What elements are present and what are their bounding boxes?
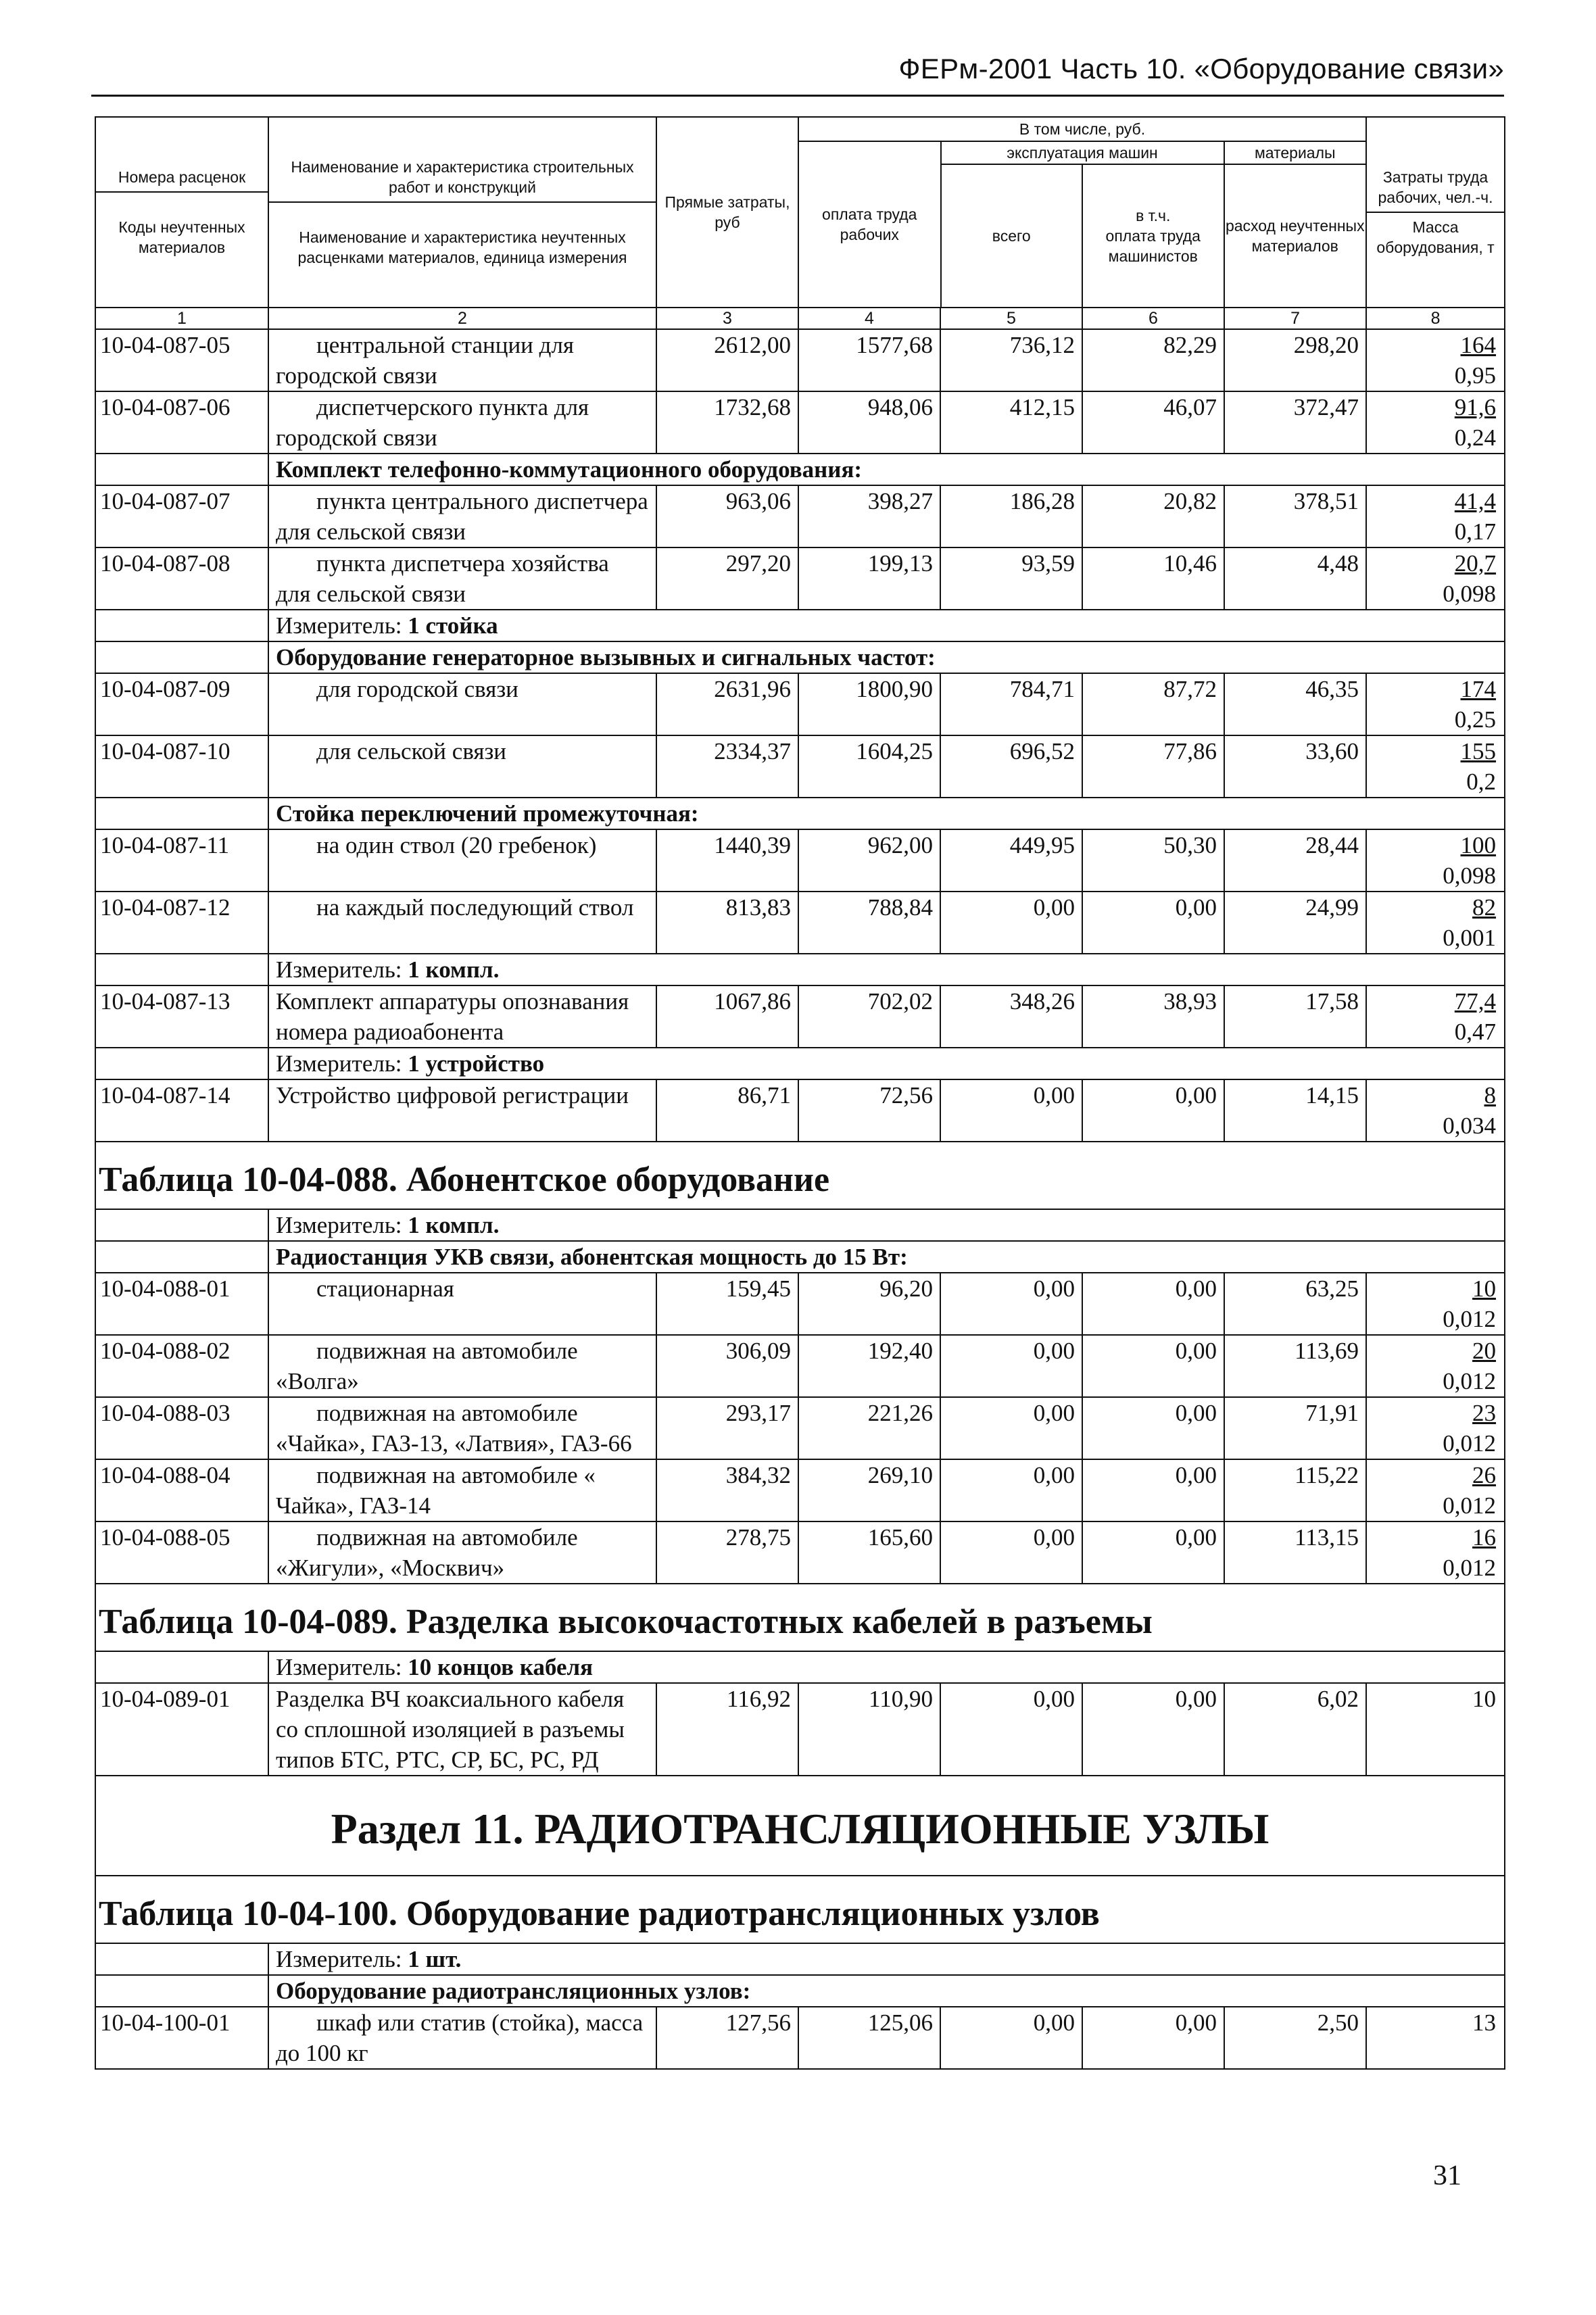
measure-row (95, 610, 1505, 641)
work-name (268, 985, 656, 1048)
machinist-cost: 0,00 (1082, 2007, 1224, 2069)
machinist-cost: 10,46 (1082, 547, 1224, 610)
mass-value: 0,2 (1466, 769, 1497, 795)
direct-cost: 278,75 (656, 1521, 798, 1584)
rate-code: 10-04-087-12 (95, 892, 268, 954)
materials-cost: 113,15 (1224, 1521, 1366, 1584)
group-heading: Радиостанция УКВ связи, абонентская мощность до 15 Вт: (268, 1241, 1505, 1273)
table-row (95, 892, 1505, 954)
work-name-text: Устройство цифровой регистрации (276, 1082, 629, 1108)
wages-cost: 948,06 (798, 391, 940, 454)
rate-code: 10-04-088-05 (95, 1521, 268, 1584)
machinist-cost: 0,00 (1082, 1273, 1224, 1335)
wages-cost: 962,00 (798, 829, 940, 892)
rate-code: 10-04-087-09 (95, 673, 268, 735)
machinist-cost: 0,00 (1082, 1521, 1224, 1584)
column-numbers-row (95, 308, 1505, 329)
section-title: Раздел 11. РАДИОТРАНСЛЯЦИОННЫЕ УЗЛЫ (95, 1776, 1505, 1876)
work-name (268, 735, 656, 798)
labor-value: 77,4 (1454, 988, 1497, 1015)
work-name-text: подвижная на автомобиле «Волга» (276, 1338, 578, 1394)
measure-spacer (95, 954, 268, 985)
labor-value: 8 (1484, 1082, 1497, 1108)
machinist-cost: 87,72 (1082, 673, 1224, 735)
group-row (95, 1241, 1505, 1273)
labor-value: 91,6 (1454, 394, 1497, 420)
materials-cost: 298,20 (1224, 329, 1366, 391)
measure-row (95, 1651, 1505, 1683)
labor-mass (1366, 892, 1505, 954)
work-name-text: подвижная на автомобиле «Жигули», «Москвич» (276, 1524, 578, 1581)
work-name (268, 485, 656, 547)
work-name (268, 1335, 656, 1397)
machinist-cost: 20,82 (1082, 485, 1224, 547)
work-name-text: диспетчерского пункта для городской связи (276, 394, 589, 451)
header-incl-title: В том числе, руб. (799, 118, 1365, 142)
measure-spacer (95, 1651, 268, 1683)
wages-cost: 96,20 (798, 1273, 940, 1335)
wages-cost: 165,60 (798, 1521, 940, 1584)
measure-row (95, 1943, 1505, 1975)
materials-cost: 4,48 (1224, 547, 1366, 610)
labor-value: 82 (1472, 894, 1497, 921)
labor-value: 16 (1472, 1524, 1497, 1551)
machinist-cost: 77,86 (1082, 735, 1224, 798)
table-title-row (95, 1584, 1505, 1651)
rate-code: 10-04-088-04 (95, 1459, 268, 1521)
machines-cost: 0,00 (940, 2007, 1082, 2069)
measure-value: 1 компл. (408, 956, 500, 983)
rates-table (95, 116, 1505, 2070)
direct-cost: 813,83 (656, 892, 798, 954)
work-name-text: подвижная на автомобиле «Чайка», ГАЗ-13, «Латвия», ГАЗ-66 (276, 1400, 632, 1457)
table-title-row (95, 1876, 1505, 1943)
work-name (268, 391, 656, 454)
rate-code: 10-04-087-10 (95, 735, 268, 798)
measure-spacer (95, 1943, 268, 1975)
table-row (95, 1459, 1505, 1521)
labor-mass (1366, 1273, 1505, 1335)
labor-value: 164 (1460, 332, 1497, 358)
table-body (95, 329, 1505, 2069)
labor-value: 26 (1472, 1462, 1497, 1488)
column-number: 4 (798, 308, 940, 329)
labor-mass (1366, 1397, 1505, 1459)
work-name-text: пункта центрального диспетчера для сельской связи (276, 488, 648, 545)
machines-cost: 0,00 (940, 1273, 1082, 1335)
measure-value: 1 устройство (408, 1050, 545, 1077)
measure-label: Измеритель: (276, 1654, 402, 1680)
mass-value: 0,098 (1443, 581, 1497, 607)
wages-cost: 788,84 (798, 892, 940, 954)
table-row (95, 1335, 1505, 1397)
direct-cost: 86,71 (656, 1079, 798, 1142)
labor-mass (1366, 1335, 1505, 1397)
column-number: 8 (1366, 308, 1505, 329)
machines-cost: 736,12 (940, 329, 1082, 391)
labor-mass (1366, 485, 1505, 547)
measure-spacer (95, 1048, 268, 1079)
rate-code: 10-04-087-13 (95, 985, 268, 1048)
table-title: Таблица 10-04-100. Оборудование радиотрансляционных узлов (95, 1876, 1505, 1943)
direct-cost: 127,56 (656, 2007, 798, 2069)
materials-cost: 33,60 (1224, 735, 1366, 798)
column-number: 7 (1224, 308, 1366, 329)
wages-cost: 398,27 (798, 485, 940, 547)
machines-cost: 0,00 (940, 1335, 1082, 1397)
header-code-top: Номера расценок (118, 168, 246, 186)
machinist-cost: 46,07 (1082, 391, 1224, 454)
work-name-text: Комплект аппаратуры опознавания номера радиоабонента (276, 988, 629, 1045)
wages-cost: 1604,25 (798, 735, 940, 798)
work-name (268, 829, 656, 892)
work-name (268, 547, 656, 610)
materials-cost: 63,25 (1224, 1273, 1366, 1335)
measure-cell (268, 610, 1505, 641)
rate-code: 10-04-100-01 (95, 2007, 268, 2069)
labor-value: 20,7 (1454, 550, 1497, 577)
group-spacer (95, 1975, 268, 2007)
direct-cost: 2612,00 (656, 329, 798, 391)
measure-spacer (95, 610, 268, 641)
work-name-text: стационарная (316, 1275, 454, 1302)
rate-code: 10-04-088-03 (95, 1397, 268, 1459)
labor-mass (1366, 391, 1505, 454)
measure-row (95, 954, 1505, 985)
table-row (95, 485, 1505, 547)
header-incl (798, 117, 1366, 308)
direct-cost: 963,06 (656, 485, 798, 547)
group-row (95, 641, 1505, 673)
machines-cost: 0,00 (940, 1459, 1082, 1521)
work-name (268, 1079, 656, 1142)
mass-value: 0,012 (1443, 1306, 1497, 1332)
machines-cost: 784,71 (940, 673, 1082, 735)
header-rule (91, 95, 1504, 97)
measure-cell (268, 954, 1505, 985)
machinist-cost: 0,00 (1082, 1397, 1224, 1459)
group-row (95, 454, 1505, 485)
table-row (95, 2007, 1505, 2069)
labor-mass (1366, 547, 1505, 610)
group-spacer (95, 798, 268, 829)
mass-value: 0,012 (1443, 1430, 1497, 1457)
materials-cost: 14,15 (1224, 1079, 1366, 1142)
column-number: 3 (656, 308, 798, 329)
labor-mass (1366, 829, 1505, 892)
rate-code: 10-04-088-02 (95, 1335, 268, 1397)
group-row (95, 1975, 1505, 2007)
labor-value: 174 (1460, 676, 1497, 702)
direct-cost: 1732,68 (656, 391, 798, 454)
measure-cell (268, 1048, 1505, 1079)
table-title: Таблица 10-04-089. Разделка высокочастотных кабелей в разъемы (95, 1584, 1505, 1651)
machines-cost: 0,00 (940, 1683, 1082, 1776)
wages-cost: 192,40 (798, 1335, 940, 1397)
header-name-bottom: Наименование и характеристика неучтенных расценками материалов, единица измерения (297, 228, 627, 266)
labor-mass (1366, 1683, 1505, 1776)
header-wages: оплата труда рабочих (799, 142, 942, 307)
table-row (95, 1273, 1505, 1335)
group-spacer (95, 454, 268, 485)
measure-row (95, 1048, 1505, 1079)
rate-code: 10-04-087-08 (95, 547, 268, 610)
labor-value: 155 (1460, 738, 1497, 764)
materials-cost: 2,50 (1224, 2007, 1366, 2069)
labor-value: 23 (1472, 1400, 1497, 1426)
materials-cost: 71,91 (1224, 1397, 1366, 1459)
mass-value: 0,24 (1454, 424, 1497, 451)
header-machinist-wages: оплата труда машинистов (1105, 227, 1201, 265)
wages-cost: 125,06 (798, 2007, 940, 2069)
header-name (268, 117, 656, 308)
work-name (268, 673, 656, 735)
measure-label: Измеритель: (276, 1212, 402, 1238)
measure-value: 1 компл. (408, 1212, 500, 1238)
mass-value: 0,47 (1454, 1019, 1497, 1045)
machines-cost: 0,00 (940, 1521, 1082, 1584)
machines-cost: 0,00 (940, 892, 1082, 954)
table-row (95, 1521, 1505, 1584)
running-header: ФЕРм-2001 Часть 10. «Оборудование связи» (898, 53, 1504, 84)
mass-value: 0,012 (1443, 1555, 1497, 1581)
work-name-text: Разделка ВЧ коаксиального кабеля со сплошной изоляцией в разъемы типов БТС, РТС, СР, БС, РС, РД (276, 1686, 625, 1773)
wages-cost: 1577,68 (798, 329, 940, 391)
header-code (95, 117, 268, 308)
work-name (268, 1459, 656, 1521)
rate-code: 10-04-087-05 (95, 329, 268, 391)
table-row (95, 1397, 1505, 1459)
labor-mass (1366, 985, 1505, 1048)
work-name-text: на один ствол (20 гребенок) (316, 832, 597, 858)
column-number: 6 (1082, 308, 1224, 329)
header-mass: Масса оборудования, т (1376, 218, 1495, 256)
labor-mass (1366, 2007, 1505, 2069)
header-labor: Затраты труда рабочих, чел.-ч. (1378, 168, 1493, 206)
direct-cost: 293,17 (656, 1397, 798, 1459)
direct-cost: 1067,86 (656, 985, 798, 1048)
labor-mass (1366, 1079, 1505, 1142)
table-row (95, 1079, 1505, 1142)
header-code-bottom: Коды неучтенных материалов (118, 218, 245, 256)
measure-value: 1 шт. (408, 1946, 462, 1972)
wages-cost: 221,26 (798, 1397, 940, 1459)
work-name (268, 1683, 656, 1776)
measure-cell (268, 1651, 1505, 1683)
group-heading: Комплект телефонно-коммутационного оборудования: (268, 454, 1505, 485)
wages-cost: 1800,90 (798, 673, 940, 735)
measure-label: Измеритель: (276, 1946, 402, 1972)
machinist-cost: 0,00 (1082, 1459, 1224, 1521)
table-row (95, 735, 1505, 798)
work-name-text: для городской связи (316, 676, 518, 702)
table-row (95, 329, 1505, 391)
materials-cost: 115,22 (1224, 1459, 1366, 1521)
machinist-cost: 0,00 (1082, 1683, 1224, 1776)
materials-cost: 46,35 (1224, 673, 1366, 735)
materials-cost: 6,02 (1224, 1683, 1366, 1776)
mass-value: 0,95 (1454, 362, 1497, 389)
mass-value: 0,25 (1454, 706, 1497, 733)
labor-mass (1366, 1521, 1505, 1584)
table-title-row (95, 1142, 1505, 1209)
direct-cost: 2631,96 (656, 673, 798, 735)
rate-code: 10-04-087-07 (95, 485, 268, 547)
labor-mass (1366, 673, 1505, 735)
column-number: 5 (940, 308, 1082, 329)
table-row (95, 1683, 1505, 1776)
direct-cost: 2334,37 (656, 735, 798, 798)
materials-cost: 372,47 (1224, 391, 1366, 454)
mass-value: 0,034 (1443, 1113, 1497, 1139)
rate-code: 10-04-087-11 (95, 829, 268, 892)
labor-value: 10 (1472, 1686, 1497, 1712)
machinist-cost: 38,93 (1082, 985, 1224, 1048)
table-title: Таблица 10-04-088. Абонентское оборудование (95, 1142, 1505, 1209)
labor-value: 10 (1472, 1275, 1497, 1302)
wages-cost: 199,13 (798, 547, 940, 610)
group-heading: Стойка переключений промежуточная: (268, 798, 1505, 829)
machines-cost: 412,15 (940, 391, 1082, 454)
mass-value: 0,012 (1443, 1368, 1497, 1394)
direct-cost: 306,09 (656, 1335, 798, 1397)
mass-value: 0,17 (1454, 518, 1497, 545)
measure-label: Измеритель: (276, 1050, 402, 1077)
wages-cost: 702,02 (798, 985, 940, 1048)
group-spacer (95, 1241, 268, 1273)
machinist-cost: 50,30 (1082, 829, 1224, 892)
work-name-text: шкаф или статив (стойка), масса до 100 кг (276, 2009, 644, 2066)
labor-value: 20 (1472, 1338, 1497, 1364)
measure-label: Измеритель: (276, 612, 402, 639)
machines-cost: 93,59 (940, 547, 1082, 610)
wages-cost: 110,90 (798, 1683, 940, 1776)
group-heading: Оборудование радиотрансляционных узлов: (268, 1975, 1505, 2007)
wages-cost: 72,56 (798, 1079, 940, 1142)
header-materials-sub: расход неучтенных материалов (1225, 217, 1365, 255)
work-name-text: на каждый последующий ствол (316, 894, 634, 921)
machines-cost: 348,26 (940, 985, 1082, 1048)
section-row (95, 1776, 1505, 1876)
labor-mass (1366, 735, 1505, 798)
column-number: 1 (95, 308, 268, 329)
machinist-cost: 0,00 (1082, 892, 1224, 954)
machines-cost: 0,00 (940, 1079, 1082, 1142)
direct-cost: 116,92 (656, 1683, 798, 1776)
machines-cost: 696,52 (940, 735, 1082, 798)
mass-value: 0,001 (1443, 925, 1497, 951)
work-name-text: для сельской связи (316, 738, 507, 764)
rate-code: 10-04-087-06 (95, 391, 268, 454)
machines-cost: 186,28 (940, 485, 1082, 547)
work-name-text: подвижная на автомобиле « Чайка», ГАЗ-14 (276, 1462, 596, 1519)
work-name-text: пункта диспетчера хозяйства для сельской связи (276, 550, 609, 607)
table-row (95, 673, 1505, 735)
direct-cost: 159,45 (656, 1273, 798, 1335)
machinist-cost: 0,00 (1082, 1335, 1224, 1397)
group-row (95, 798, 1505, 829)
mass-value: 0,012 (1443, 1492, 1497, 1519)
machines-cost: 0,00 (940, 1397, 1082, 1459)
work-name (268, 892, 656, 954)
header-direct: Прямые затраты, руб (656, 117, 798, 308)
measure-cell (268, 1209, 1505, 1241)
materials-cost: 378,51 (1224, 485, 1366, 547)
machinist-cost: 82,29 (1082, 329, 1224, 391)
measure-cell (268, 1943, 1505, 1975)
group-heading: Оборудование генераторное вызывных и сигнальных частот: (268, 641, 1505, 673)
work-name (268, 329, 656, 391)
mass-value: 0,098 (1443, 862, 1497, 889)
table-header (95, 117, 1505, 329)
table-row (95, 547, 1505, 610)
header-incl-small: в т.ч. (1136, 207, 1171, 224)
measure-label: Измеритель: (276, 956, 402, 983)
machinist-cost: 0,00 (1082, 1079, 1224, 1142)
table-row (95, 985, 1505, 1048)
measure-value: 1 стойка (408, 612, 498, 639)
measure-spacer (95, 1209, 268, 1241)
rate-code: 10-04-087-14 (95, 1079, 268, 1142)
materials-cost: 24,99 (1224, 892, 1366, 954)
work-name-text: центральной станции для городской связи (276, 332, 575, 389)
rate-code: 10-04-088-01 (95, 1273, 268, 1335)
materials-cost: 113,69 (1224, 1335, 1366, 1397)
rate-code: 10-04-089-01 (95, 1683, 268, 1776)
table-row (95, 391, 1505, 454)
labor-value: 41,4 (1454, 488, 1497, 514)
direct-cost: 1440,39 (656, 829, 798, 892)
direct-cost: 384,32 (656, 1459, 798, 1521)
measure-value: 10 концов кабеля (408, 1654, 594, 1680)
labor-value: 100 (1460, 832, 1497, 858)
work-name (268, 2007, 656, 2069)
page-number: 31 (1433, 2160, 1461, 2191)
materials-cost: 17,58 (1224, 985, 1366, 1048)
wages-cost: 269,10 (798, 1459, 940, 1521)
header-name-top: Наименование и характеристика строительных работ и конструкций (291, 158, 634, 196)
header-total: всего (942, 165, 1084, 307)
work-name (268, 1521, 656, 1584)
materials-cost: 28,44 (1224, 829, 1366, 892)
header-machines: эксплуатация машин (942, 142, 1224, 165)
machines-cost: 449,95 (940, 829, 1082, 892)
work-name (268, 1273, 656, 1335)
direct-cost: 297,20 (656, 547, 798, 610)
group-spacer (95, 641, 268, 673)
labor-mass (1366, 1459, 1505, 1521)
measure-row (95, 1209, 1505, 1241)
labor-value: 13 (1472, 2009, 1497, 2036)
column-number: 2 (268, 308, 656, 329)
work-name (268, 1397, 656, 1459)
header-labor-mass (1366, 117, 1505, 308)
table-row (95, 829, 1505, 892)
header-materials: материалы (1225, 142, 1366, 165)
labor-mass (1366, 329, 1505, 391)
